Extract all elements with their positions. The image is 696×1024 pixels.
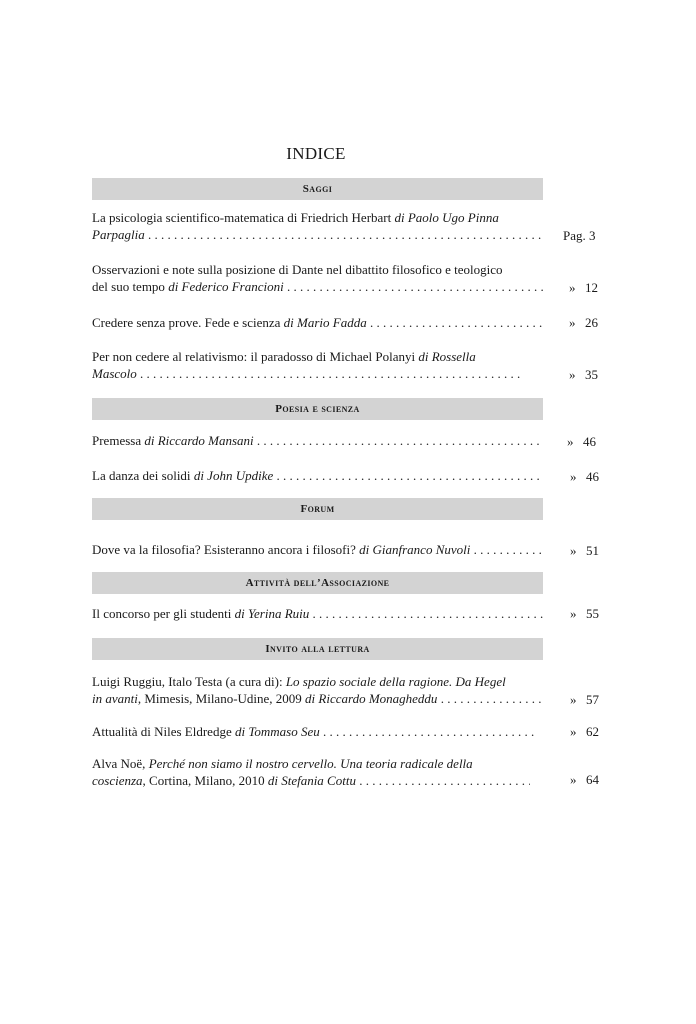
entry-title: , Mimesis, Milano-Udine, 2009 — [137, 691, 302, 706]
page-number — [570, 542, 599, 559]
toc-entry[interactable] — [92, 755, 543, 789]
entry-title: Per non cedere al relativismo: il paradosso di Michael Polanyi — [92, 349, 416, 364]
entry-author: Parpaglia — [92, 227, 145, 242]
toc-entry[interactable] — [92, 605, 543, 622]
entry-line — [92, 261, 543, 278]
entry-author: di John Updike — [193, 468, 274, 483]
entry-title: Dove va la filosofia? Esisteranno ancora i filosofi? — [92, 542, 356, 557]
page-value: 64 — [586, 772, 599, 787]
page-number — [569, 314, 598, 331]
page-number — [569, 279, 598, 296]
entry-line — [92, 365, 524, 382]
page-value: 46 — [583, 434, 596, 449]
page-number — [570, 468, 599, 485]
entry-line — [92, 541, 543, 558]
entry-line — [92, 467, 543, 484]
entry-author: di Mario Fadda — [283, 315, 367, 330]
entry-title-italic: coscienza — [92, 773, 143, 788]
page-number — [569, 366, 598, 383]
toc-entry[interactable] — [92, 348, 543, 382]
entry-author: di Stefania Cottu — [267, 773, 356, 788]
entry-title: La danza dei solidi — [92, 468, 191, 483]
entry-title-italic: in avanti — [92, 691, 138, 706]
entry-title: La psicologia scientifico-matematica di Friedrich Herbart — [92, 210, 392, 225]
entry-author: di Tommaso Seu — [234, 724, 320, 739]
page-prefix: » — [570, 772, 577, 787]
entry-title: Alva Noë, — [92, 756, 146, 771]
page-number — [570, 723, 599, 740]
page-number — [570, 691, 599, 708]
page-value: 51 — [586, 543, 599, 558]
entry-line — [92, 723, 537, 740]
entry-author: di Riccardo Monagheddu — [305, 691, 438, 706]
toc-entry[interactable] — [92, 261, 543, 295]
toc-entry[interactable] — [92, 541, 543, 558]
page-value: 46 — [586, 469, 599, 484]
entry-author: di Rossella — [418, 349, 476, 364]
entry-line — [92, 755, 543, 772]
entry-title: Il concorso per gli studenti — [92, 606, 232, 621]
page-value: 55 — [586, 606, 599, 621]
entry-line — [92, 673, 543, 690]
entry-title: , Cortina, Milano, 2010 — [142, 773, 265, 788]
entry-author: Mascolo — [92, 366, 137, 381]
page-number — [570, 771, 599, 788]
entry-title: Luigi Ruggiu, Italo Testa (a cura di): — [92, 674, 283, 689]
entry-title: Attualità di Niles Eldredge — [92, 724, 232, 739]
page-prefix: » — [570, 606, 577, 621]
entry-line — [92, 348, 543, 365]
page-prefix: » — [570, 469, 577, 484]
page-number — [570, 605, 599, 622]
entry-line — [92, 605, 543, 622]
toc-entry[interactable] — [92, 723, 543, 740]
page-value: 12 — [585, 280, 598, 295]
entry-title: Osservazioni e note sulla posizione di Dante nel dibattito filosofico e teologico — [92, 262, 503, 277]
section-header-poesia-e-scienza: Poesia e scienza — [92, 398, 543, 420]
page-value: 57 — [586, 692, 599, 707]
entry-line — [92, 690, 543, 707]
entry-line — [92, 226, 543, 243]
page-prefix: Pag. — [563, 228, 586, 243]
page-number — [563, 227, 596, 244]
entry-title: Credere senza prove. Fede e scienza — [92, 315, 281, 330]
page-prefix: » — [569, 367, 576, 382]
page-prefix: » — [570, 724, 577, 739]
section-header-invito: Invito alla lettura — [92, 638, 543, 660]
toc-entry[interactable] — [92, 467, 543, 484]
section-header-attivita: Attività dell’Associazione — [92, 572, 543, 594]
entry-title-italic: Perché non siamo il nostro cervello. Una teoria radicale della — [148, 756, 473, 771]
page-number — [567, 433, 596, 450]
page-value: 3 — [589, 228, 596, 243]
entry-author: di Riccardo Mansani — [144, 433, 254, 448]
page-prefix: » — [569, 280, 576, 295]
section-header-forum: Forum — [92, 498, 543, 520]
entry-author: di Paolo Ugo Pinna — [394, 210, 499, 225]
entry-line — [92, 209, 543, 226]
entry-line — [92, 314, 543, 331]
entry-title-italic: Lo spazio sociale della ragione. Da Hegel — [285, 674, 506, 689]
section-header-saggi: Saggi — [92, 178, 543, 200]
page-prefix: » — [567, 434, 574, 449]
page-value: 26 — [585, 315, 598, 330]
page-value: 62 — [586, 724, 599, 739]
page-prefix: » — [569, 315, 576, 330]
entry-title: del suo tempo — [92, 279, 165, 294]
entry-line — [92, 432, 543, 449]
page-prefix: » — [570, 692, 577, 707]
entry-line — [92, 772, 530, 789]
entry-title: Premessa — [92, 433, 142, 448]
entry-author: di Gianfranco Nuvoli — [359, 542, 471, 557]
page-value: 35 — [585, 367, 598, 382]
toc-entry[interactable] — [92, 432, 543, 449]
entry-line — [92, 278, 543, 295]
page-title: INDICE — [286, 144, 346, 163]
page-prefix: » — [570, 543, 577, 558]
toc-entry[interactable] — [92, 673, 543, 707]
entry-author: di Federico Francioni — [168, 279, 284, 294]
toc-entry[interactable] — [92, 314, 543, 331]
toc-entry[interactable] — [92, 209, 543, 243]
entry-author: di Yerina Ruiu — [234, 606, 310, 621]
